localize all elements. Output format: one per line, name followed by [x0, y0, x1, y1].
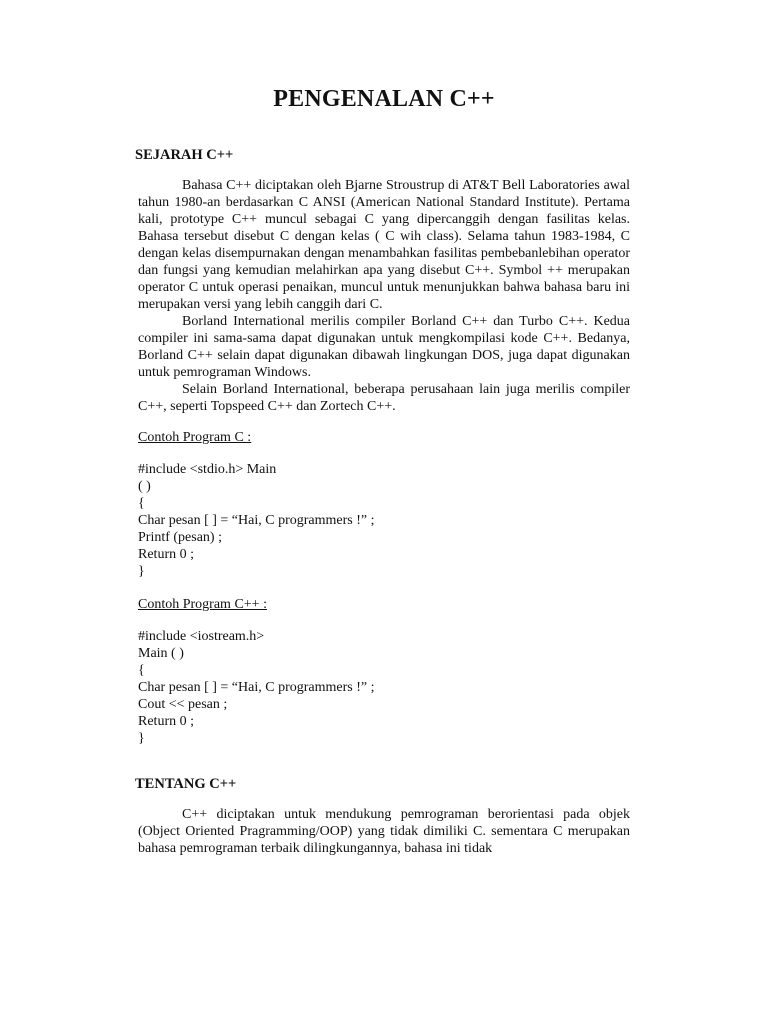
code-line: {	[138, 663, 145, 678]
code-line: Printf (pesan) ;	[138, 530, 222, 545]
code-line: Main ( )	[138, 646, 184, 661]
paragraph: Selain Borland International, beberapa perusahaan lain juga merilis compiler C++, seperti Topspeed C++ dan Zortech C++.	[138, 382, 630, 414]
subheading-contoh-cpp: Contoh Program C++ :	[138, 597, 267, 612]
document-title: PENGENALAN C++	[273, 86, 495, 112]
code-line: {	[138, 496, 145, 511]
code-block-cpp	[138, 628, 630, 747]
code-line: #include <iostream.h>	[138, 629, 265, 644]
tentang-body	[138, 806, 630, 857]
subheading-contoh-c: Contoh Program C :	[138, 430, 252, 445]
sejarah-body	[138, 177, 630, 415]
code-line: Char pesan [ ] = “Hai, C programmers !” ;	[138, 513, 375, 528]
code-line: }	[138, 564, 145, 579]
code-line: Return 0 ;	[138, 714, 194, 729]
section-heading-tentang: TENTANG C++	[135, 776, 237, 792]
code-line: Return 0 ;	[138, 547, 194, 562]
section-heading-sejarah: SEJARAH C++	[135, 147, 234, 163]
code-line: #include <stdio.h> Main	[138, 462, 277, 477]
paragraph: Borland International merilis compiler Borland C++ dan Turbo C++. Kedua compiler ini sama-sama dapat digunakan untuk mengkompilasi kode C++. Bedanya, Borland C++ selain dapat digunakan dibawah lingkungan DOS, juga dapat digunakan untuk pemrograman Windows.	[138, 314, 630, 380]
paragraph: Bahasa C++ diciptakan oleh Bjarne Stroustrup di AT&T Bell Laboratories awal tahun 1980-an berdasarkan C ANSI (American National Standard Institute). Pertama kali, prototype C++ muncul sebagai C yang dipercanggih dengan fasilitas kelas. Bahasa tersebut disebut C dengan kelas ( C wih class). Selama tahun 1983-1984, C dengan kelas disempurnakan dengan menambahkan fasilitas pembebanlebihan operator dan fungsi yang kemudian melahirkan apa yang disebut C++. Symbol ++ merupakan operator C untuk operasi penaikan, muncul untuk menunjukkan bahwa bahasa baru ini merupakan versi yang lebih canggih dari C.	[138, 178, 630, 312]
code-line: Cout << pesan ;	[138, 697, 228, 712]
code-line: ( )	[138, 479, 151, 494]
code-block-c	[138, 461, 630, 580]
paragraph: C++ diciptakan untuk mendukung pemrograman berorientasi pada objek (Object Oriented Pragramming/OOP) yang tidak dimiliki C. sementara C merupakan bahasa pemrograman terbaik dilingkungannya, bahasa ini tidak	[138, 807, 630, 856]
code-line: Char pesan [ ] = “Hai, C programmers !” ;	[138, 680, 375, 695]
code-line: }	[138, 731, 145, 746]
